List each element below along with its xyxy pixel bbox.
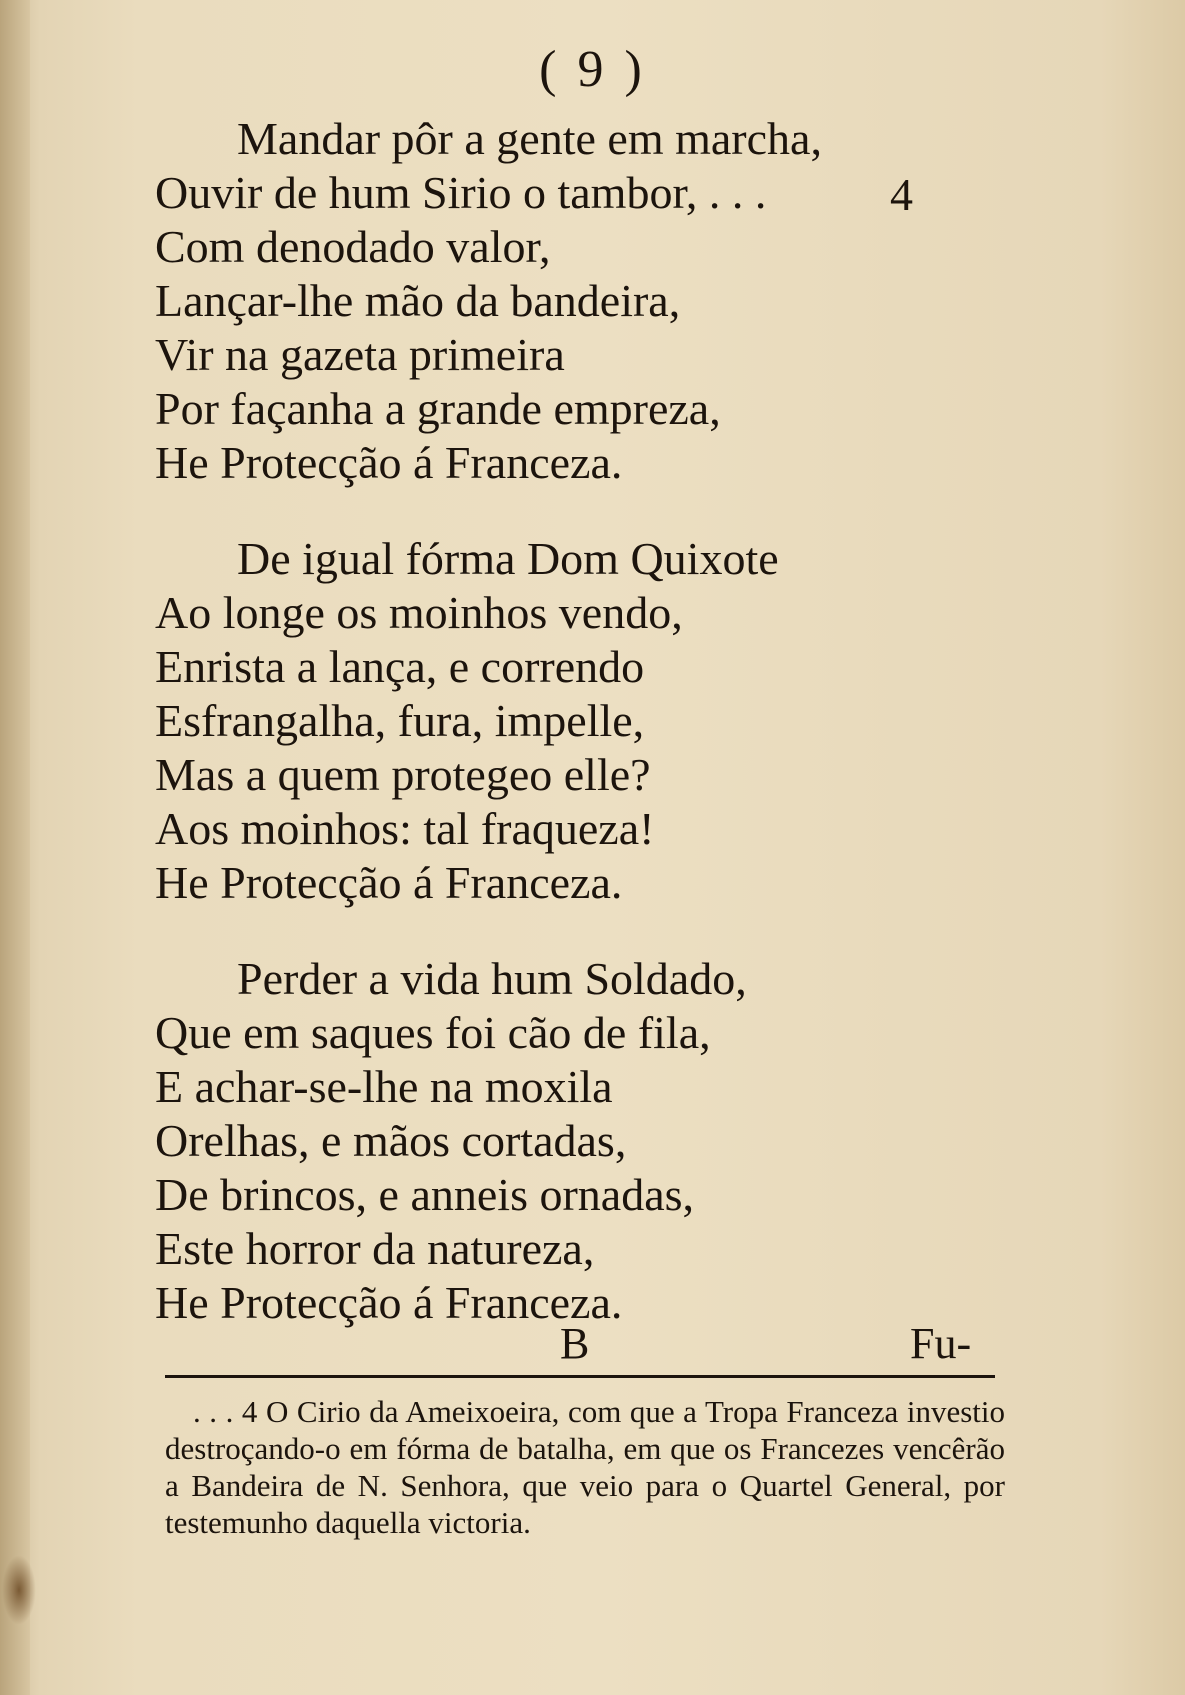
verse-line: Vir na gazeta primeira bbox=[155, 329, 565, 380]
catchword: Fu- bbox=[910, 1319, 972, 1368]
verse-line: Mandar pôr a gente em marcha, bbox=[237, 113, 822, 164]
verse-line: Ao longe os moinhos vendo, bbox=[155, 587, 683, 638]
footnote-reference: 4 bbox=[890, 169, 913, 220]
footnote bbox=[165, 1393, 1005, 1541]
page-gutter bbox=[0, 0, 30, 1695]
verse-line: Esfrangalha, fura, impelle, bbox=[155, 695, 645, 746]
verse-line: He Protecção á Franceza. bbox=[155, 1277, 623, 1328]
verse-line: Perder a vida hum Soldado, bbox=[237, 953, 747, 1004]
verse-line: Ouvir de hum Sirio o tambor, . . . bbox=[155, 167, 767, 218]
page-number: ( 9 ) bbox=[539, 41, 646, 98]
verse-line: E achar-se-lhe na moxila bbox=[155, 1061, 613, 1112]
footnote-marker: . . . 4 bbox=[193, 1394, 258, 1429]
footnote-text: O Cirio da Ameixoeira, com que a Tropa Franceza investio destroçando-o em fórma de batalha, em que os Francezes vencêrão a Bandeira de N. Senhora, que veio para o Quartel General, por testemunho daquella victoria. bbox=[165, 1394, 1006, 1540]
stanza-3 bbox=[155, 952, 747, 1330]
verse-line: Orelhas, e mãos cortadas, bbox=[155, 1115, 627, 1166]
stanza-2 bbox=[155, 532, 779, 910]
stanza-1 bbox=[155, 112, 822, 490]
verse-line: De brincos, e anneis ornadas, bbox=[155, 1169, 695, 1220]
paper-stain bbox=[2, 1555, 36, 1625]
verse-line: De igual fórma Dom Quixote bbox=[237, 533, 779, 584]
verse-line: Este horror da natureza, bbox=[155, 1223, 595, 1274]
verse-line: He Protecção á Franceza. bbox=[155, 857, 623, 908]
verse-line: Com denodado valor, bbox=[155, 221, 551, 272]
verse-line: Mas a quem protegeo elle? bbox=[155, 749, 651, 800]
verse-line: Lançar-lhe mão da bandeira, bbox=[155, 275, 681, 326]
verse-line: Por façanha a grande empreza, bbox=[155, 383, 721, 434]
verse-line: Que em saques foi cão de fila, bbox=[155, 1007, 711, 1058]
signature-mark: B bbox=[560, 1319, 590, 1368]
verse-line: He Protecção á Franceza. bbox=[155, 437, 623, 488]
footnote-rule bbox=[165, 1375, 995, 1378]
verse-line: Enrista a lança, e correndo bbox=[155, 641, 645, 692]
verse-line: Aos moinhos: tal fraqueza! bbox=[155, 803, 655, 854]
